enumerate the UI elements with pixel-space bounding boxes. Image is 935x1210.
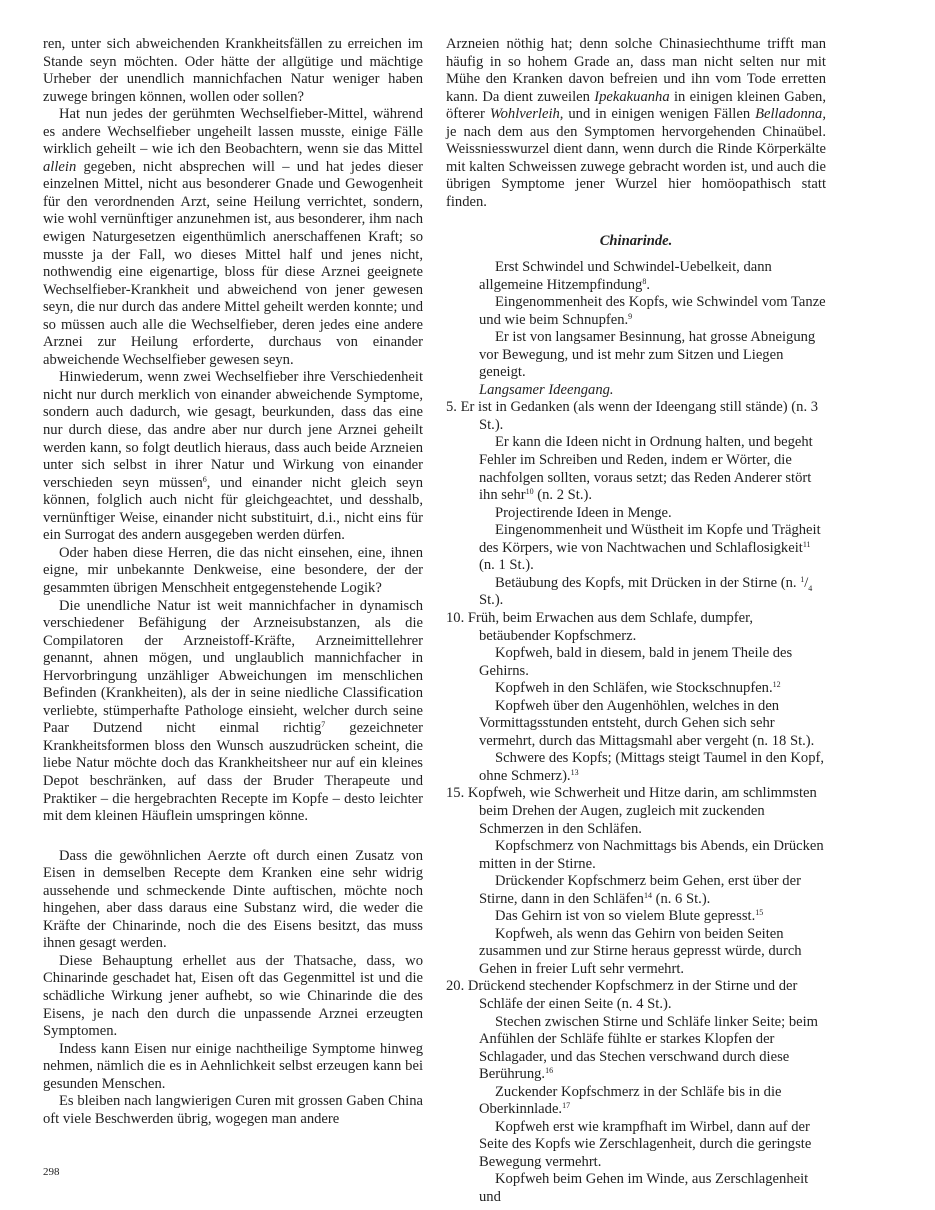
symptom-entry: Kopfweh, als wenn das Gehirn von beiden Seiten zusammen und zur Stirne heraus gepresst würde, durch Gehen in freier Luft sehr vermehrt. [479,925,802,977]
section-heading: Chinarinde. [599,233,673,250]
paragraph: Die unendliche Natur ist weit mannichfacher in dynamisch verschiedener Befähigung der Arzneisubstanzen, als die Compilatoren der Arzneistoff-Kräfte, Arzneimittellehrer genannt, ahnen mögen, und unglaublich mannichfacher in Hervorbringung unzähliger Abweichungen im menschlichen Befinden (Krankheiten), als der in seine niedliche Classification verliebte, stümperhafte Pathologe einsieht, welcher durch seine Paar Dutzend nicht einmal richtig$^7$ gezeichneter Krankheitsformen bloss den Wunsch auszudrücken scheint, die liebe Natur möchte doch das Krankheitsheer nur auf ein kleines Depot beschränken, auf dass der Bruder Therapeute und Praktiker – die hergebrachten Recepte im Kopfe – desto leichter mit dem kleinen Häuflein umspringen könne. [43,597,424,825]
symptom-entry: Eingenommenheit und Wüstheit im Kopfe und Trägheit des Körpers, wie von Nachtwachen und Schlaflosigkeit$^{11}$ (n. 1 St.). [479,522,821,574]
symptom-entry-numbered: 5. Er ist in Gedanken (als wenn der Ideengang still stände) (n. 3 St.). [446,399,819,433]
symptom-entry: Kopfschmerz von Nachmittags bis Abends, ein Drücken mitten in der Stirne. [479,838,824,872]
page-number: 298 [43,1166,60,1178]
symptom-entry: Das Gehirn ist von so vielem Blute gepresst.$^{15}$ [495,908,764,925]
left-column [43,36,423,1128]
symptom-entry: Kopfweh, bald in diesem, bald in jenem Theile des Gehirns. [479,645,793,679]
paragraph: Es bleiben nach langwierigen Curen mit grossen Gaben China oft viele Beschwerden übrig, wogegen man andere [43,1093,423,1127]
symptom-label: Langsamer Ideengang. [479,381,614,398]
symptom-entry: Zuckender Kopfschmerz in der Schläfe bis in die Oberkinnlade.$^{17}$ [479,1083,782,1118]
symptom-entry-numbered: 15. Kopfweh, wie Schwerheit und Hitze darin, am schlimmsten beim Drehen der Augen, zugleich mit zuckenden Schmerzen in den Schläfen. [446,785,817,837]
symptom-entry: Er kann die Ideen nicht in Ordnung halten, und begeht Fehler im Schreiben und Reden, indem er Wörter, die nachfolgen sollten, voraus setzt; das Reden Anderer stört ihn sehr$^{10}$ (n. 2 St.). [479,434,813,504]
symptom-entry: Eingenommenheit des Kopfs, wie Schwindel vom Tanze und wie beim Schnupfen.$^9$ [479,294,826,328]
paragraph: Indess kann Eisen nur einige nachtheilige Symptome hinweg nehmen, nämlich die es in Aehnlichkeit selbst erzeugen kann bei gesunden Menschen. [43,1040,423,1092]
symptom-entry-numbered: 20. Drückend stechender Kopfschmerz in der Stirne und der Schläfe der einen Seite (n. 4 St.). [446,978,798,1012]
paragraph: ren, unter sich abweichenden Krankheitsfällen zu erreichen im Stande seyn möchten. Oder hätte der allgütige und mächtige Urheber der unendlich mannichfachen Natur weniger haben zuwege bringen können, wollen oder sollen? [43,36,423,105]
symptom-entry: Projectirende Ideen in Menge. [495,504,672,521]
symptom-entry: Drückender Kopfschmerz beim Gehen, erst über der Stirne, dann in den Schläfen$^{14}$ (n. 6 St.). [479,873,801,907]
paragraph: Arzneien nöthig hat; denn solche Chinasiechthume trifft man häufig in so hohem Grade an, dass man nicht selten nur mit Mühe den Kranken davon befreien und ihn vom Tode erretten kann. Da dient zuweilen Ipekakuanha in einigen kleinen Gaben, öfterer Wohlverleih, und in einigen wenigen Fällen Belladonna, je nach dem aus den Symptomen hervorgehenden Chinaübel. Weissniesswurzel dient dann, wenn durch die Rinde Körperkälte mit kalten Schweissen zuwege gebracht worden ist, und auch die übrigen Symptome jener Wurzel hier homöopathisch statt finden. [446,36,827,210]
right-column [446,36,826,1207]
symptom-entry: Stechen zwischen Stirne und Schläfe linker Seite; beim Anfühlen der Schläfe fühlte er starkes Klopfen der Schlagader, und das Stechen verschwand durch diese Berührung.$^{16}$ [479,1013,819,1083]
symptom-entry-numbered: 10. Früh, beim Erwachen aus dem Schlafe, dumpfer, betäubender Kopfschmerz. [446,609,754,644]
symptom-entry: Schwere des Kopfs; (Mittags steigt Taumel in den Kopf, ohne Schmerz).$^{13}$ [479,750,825,784]
symptom-entry: Kopfweh in den Schläfen, wie Stockschnupfen.$^{12}$ [495,680,781,697]
paragraph: Hinwiederum, wenn zwei Wechselfieber ihre Verschiedenheit nicht nur durch merklich von einander abweichende Symptome, sondern auch dadurch, wie gesagt, beurkunden, dass das eine nur durch diese, das andre aber nur durch jene Arznei geheilt werden kann, so folgt deutlich hieraus, dass auch beide Arzneien unter sich selbst in ihrer Natur und Wirkung von einander verschieden seyn müssen$^6$, und einander nicht gleich seyn können, folglich auch nicht für gleichgeachtet, und desshalb, vernünftiger Weise, einander nicht substituirt, d.i., nicht eins für ein Surrogat des andern ausgegeben werden dürfen. [43,369,423,544]
symptom-entry: Betäubung des Kopfs, mit Drücken in der Stirne (n. $^1/_4$ St.). [479,574,813,609]
symptom-entry: Kopfweh beim Gehen im Winde, aus Zerschlagenheit und [479,1171,809,1205]
symptom-entry: Er ist von langsamer Besinnung, hat grosse Abneigung vor Bewegung, und ist mehr zum Sitzen und Liegen geneigt. [479,329,816,381]
footnote-ref: 7 [321,720,326,730]
symptom-entry: Kopfweh erst wie krampfhaft im Wirbel, dann auf der Seite des Kopfs wie Zerschlagenheit, durch die geringste Bewegung vermehrt. [479,1118,812,1170]
symptom-entry: Erst Schwindel und Schwindel-Uebelkeit, dann allgemeine Hitzempfindung$^8$. [479,259,772,293]
symptom-entry: Kopfweh über den Augenhöhlen, welches in den Vormittagsstunden entsteht, durch Gehen sich sehr vermehrt, durch das Mittagsmahl aber vergeht (n. 18 St.). [479,697,815,749]
paragraph: Oder haben diese Herren, die das nicht einsehen, eine, ihnen eigne, mir unbekannte Denkweise, eine besondere, der der gesammten übrigen Menschheit entgegenstehende Logik? [43,544,423,596]
paragraph: Diese Behauptung erhellet aus der Thatsache, dass, wo Chinarinde geschadet hat, Eisen oft das Gegenmittel ist und die schädliche Wirkung jener aufhebt, so wie Chinarinde die des Eisens, je nach den durch die unpassende Arznei erzeugten Symptomen. [43,952,423,1040]
paragraph: Dass die gewöhnlichen Aerzte oft durch einen Zusatz von Eisen in demselben Recepte dem Kranken eine sehr widrig aussehende und schmeckende Dinte auftischen, möchte noch hingehen, aber dass daraus eine Substanz wird, die weder die Kräfte der Chinarinde, noch die des Eisens besitzt, das muss ihnen gesagt werden. [43,847,423,952]
footnote-ref: 6 [202,474,207,484]
paragraph: Hat nun jedes der gerühmten Wechselfieber-Mittel, während es andere Wechselfieber ungeheilt lassen musste, einige Fälle wirklich geheilt – wie ich den Beobachtern, wenn sie das Mittel allein gegeben, nicht absprechen will – und hat jedes dieser einzelnen Mittel, nicht aus besonderer Gnade und Gewogenheit für den verordnenden Arzt, seine Heilung verrichtet, sondern, wie wohl vernünftiger anzunehmen ist, aus besonderer, ihm nach ewigen Naturgesetzen eigenthümlich anerschaffenen Kraft; so musste ja der Fall, wo dieses Mittel half und jenes nicht, nothwendig eine eigenartige, bloss für diese Arznei geeignete Wechselfieber-Krankheit und abweichend von jener gewesen seyn, die nur durch das andere Mittel geheilt werden konnte; und so müssen auch alle die Wechselfieber, deren jedes eine andere Arznei zur Heilung erforderte, durchaus von einander abweichende Wechselfieber gewesen seyn. [43,106,423,368]
